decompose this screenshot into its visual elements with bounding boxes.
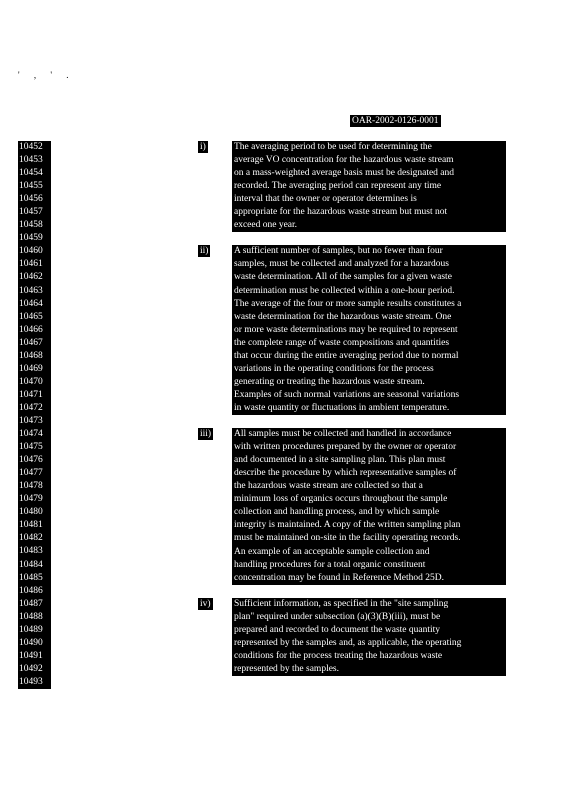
paragraph <box>232 141 506 232</box>
line-number: 10468 <box>18 350 51 363</box>
line-number: 10466 <box>18 324 51 337</box>
paragraph-line: represented by the samples. <box>232 663 506 676</box>
scan-specks: ' , ' . <box>18 70 75 80</box>
line-number: 10460 <box>18 245 51 258</box>
line-number: 10461 <box>18 258 51 271</box>
line-number: 10491 <box>18 650 51 663</box>
paragraph-marker: ii) <box>200 246 209 257</box>
paragraph-line: determination must be collected within a one-hour period. <box>232 285 506 298</box>
line-number: 10493 <box>18 676 51 689</box>
line-number: 10479 <box>18 493 51 506</box>
line-number: 10478 <box>18 480 51 493</box>
paragraph-marker: iv) <box>200 598 211 609</box>
line-number: 10467 <box>18 337 51 350</box>
paragraph-line: conditions for the process treating the hazardous waste <box>232 650 506 663</box>
line-number: 10457 <box>18 206 51 219</box>
line-number: 10480 <box>18 506 51 519</box>
line-number: 10492 <box>18 663 51 676</box>
paragraph-line: The averaging period to be used for determining the <box>232 141 506 154</box>
line-number: 10452 <box>18 141 51 154</box>
line-number: 10474 <box>18 428 51 441</box>
line-number: 10482 <box>18 532 51 545</box>
paragraph-line: Sufficient information, as specified in the "site sampling <box>232 598 506 611</box>
paragraph-line: integrity is maintained. A copy of the written sampling plan <box>232 519 506 532</box>
line-number: 10481 <box>18 519 51 532</box>
paragraph-line: waste determination. All of the samples for a given waste <box>232 271 506 284</box>
line-number: 10485 <box>18 572 51 585</box>
paragraph-marker: i) <box>200 142 206 152</box>
line-number: 10470 <box>18 376 51 389</box>
paragraph-line: the complete range of waste compositions and quantities <box>232 337 506 350</box>
paragraph-line: An example of an acceptable sample collection and <box>232 546 506 559</box>
line-number: 10486 <box>18 585 51 598</box>
line-number: 10469 <box>18 363 51 376</box>
line-number: 10455 <box>18 180 51 193</box>
line-number: 10464 <box>18 298 51 311</box>
paragraph-marker: iii) <box>200 429 212 440</box>
line-number: 10475 <box>18 441 51 454</box>
paragraph-line: with written procedures prepared by the owner or operator <box>232 441 506 454</box>
line-number: 10472 <box>18 402 51 415</box>
paragraph-line: appropriate for the hazardous waste stream but must not <box>232 206 506 219</box>
paragraph-line: describe the procedure by which representative samples of <box>232 467 506 480</box>
document-id: OAR-2002-0126-0001 <box>352 116 439 126</box>
paragraph-line: plan" required under subsection (a)(3)(B)(iii), must be <box>232 611 506 624</box>
line-number: 10456 <box>18 193 51 206</box>
paragraph-line: interval that the owner or operator determines is <box>232 193 506 206</box>
line-number: 10454 <box>18 167 51 180</box>
line-number: 10490 <box>18 637 51 650</box>
line-number: 10462 <box>18 271 51 284</box>
line-number: 10488 <box>18 611 51 624</box>
paragraph-line: generating or treating the hazardous waste stream. <box>232 376 506 389</box>
paragraph-line: represented by the samples and, as applicable, the operating <box>232 637 506 650</box>
paragraph-line: prepared and recorded to document the waste quantity <box>232 624 506 637</box>
line-number: 10489 <box>18 624 51 637</box>
line-number: 10459 <box>18 232 51 245</box>
line-number-gutter <box>18 141 52 689</box>
paragraph-line: exceed one year. <box>232 219 506 232</box>
paragraph <box>232 598 506 676</box>
paragraph-line: waste determination for the hazardous waste stream. One <box>232 311 506 324</box>
paragraph-line: recorded. The averaging period can represent any time <box>232 180 506 193</box>
paragraph-line: the hazardous waste stream are collected so that a <box>232 480 506 493</box>
paragraph-line: that occur during the entire averaging period due to normal <box>232 350 506 363</box>
line-number: 10477 <box>18 467 51 480</box>
paragraph-line: average VO concentration for the hazardous waste stream <box>232 154 506 167</box>
line-number: 10465 <box>18 311 51 324</box>
line-number: 10487 <box>18 598 51 611</box>
line-number: 10483 <box>18 545 51 558</box>
line-number: 10473 <box>18 415 51 428</box>
paragraph-line: variations in the operating conditions for the process <box>232 363 506 376</box>
paragraph-line: or more waste determinations may be required to represent <box>232 324 506 337</box>
paragraph-line: A sufficient number of samples, but no fewer than four <box>232 245 506 258</box>
paragraph-line: Examples of such normal variations are seasonal variations <box>232 389 506 402</box>
paragraph-line: collection and handling process, and by which sample <box>232 506 506 519</box>
line-number: 10453 <box>18 154 51 167</box>
paragraph-line: minimum loss of organics occurs throughout the sample <box>232 493 506 506</box>
line-number: 10484 <box>18 559 51 572</box>
line-number: 10458 <box>18 219 51 232</box>
paragraph-line: on a mass-weighted average basis must be designated and <box>232 167 506 180</box>
line-number: 10471 <box>18 389 51 402</box>
line-number: 10476 <box>18 454 51 467</box>
paragraph-line: samples, must be collected and analyzed for a hazardous <box>232 258 506 271</box>
paragraph-line: and documented in a site sampling plan. This plan must <box>232 454 506 467</box>
paragraph-line: All samples must be collected and handled in accordance <box>232 428 506 441</box>
paragraph-line: must be maintained on-site in the facility operating records. <box>232 532 506 545</box>
line-number: 10463 <box>18 285 51 298</box>
paragraph <box>232 245 506 415</box>
paragraph <box>232 428 506 585</box>
paragraph-line: handling procedures for a total organic constituent <box>232 559 506 572</box>
paragraph-line: The average of the four or more sample results constitutes a <box>232 298 506 311</box>
paragraph-line: in waste quantity or fluctuations in ambient temperature. <box>232 402 506 415</box>
paragraph-line: concentration may be found in Reference Method 25D. <box>232 572 506 585</box>
